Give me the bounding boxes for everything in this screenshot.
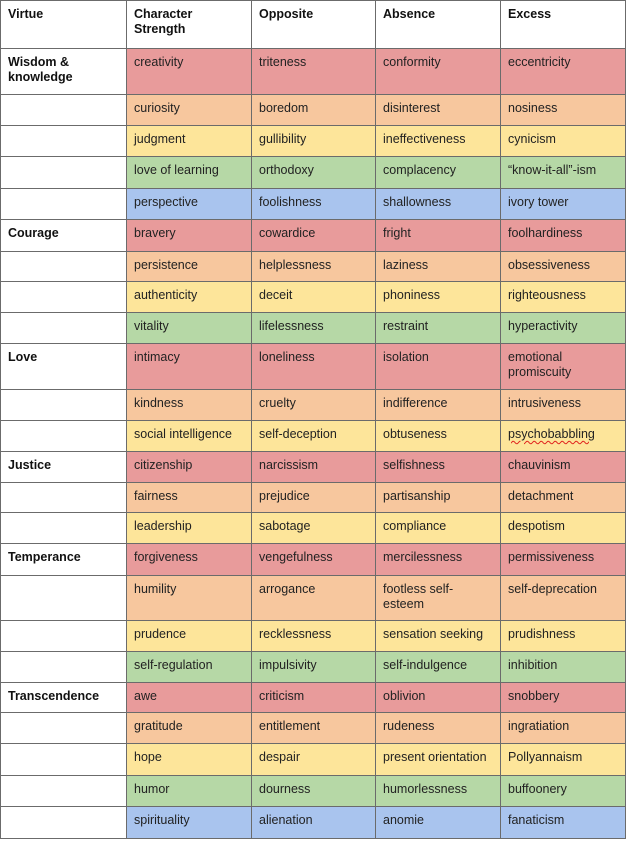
header-excess: Excess <box>501 1 626 49</box>
strength-cell <box>127 252 252 282</box>
excess-cell <box>501 513 626 544</box>
cell-text: obsessiveness <box>508 258 590 272</box>
opposite-cell <box>252 807 376 839</box>
excess-cell <box>501 483 626 513</box>
cell-text: perspective <box>134 195 198 209</box>
absence-cell <box>376 744 501 776</box>
cell-text: narcissism <box>259 458 319 472</box>
cell-text: indifference <box>383 396 448 410</box>
header-character-strength: Character Strength <box>127 1 252 49</box>
excess-cell <box>501 344 626 390</box>
table-body <box>1 49 626 839</box>
absence-cell <box>376 713 501 744</box>
strength-cell <box>127 189 252 220</box>
absence-cell <box>376 513 501 544</box>
excess-cell <box>501 95 626 126</box>
absence-cell <box>376 126 501 157</box>
table-row <box>1 282 626 313</box>
cell-text: ingratiation <box>508 719 570 733</box>
cell-text: spirituality <box>134 813 190 827</box>
cell-text: intimacy <box>134 350 180 364</box>
cell-text: psychobabbling <box>508 427 595 441</box>
cell-text: despotism <box>508 519 565 533</box>
cell-text: curiosity <box>134 101 180 115</box>
excess-cell <box>501 421 626 452</box>
excess-cell <box>501 621 626 652</box>
table-row <box>1 126 626 157</box>
cell-text: complacency <box>383 163 456 177</box>
cell-text: humor <box>134 782 170 796</box>
cell-text: selfishness <box>383 458 445 472</box>
strength-cell <box>127 513 252 544</box>
cell-text: cruelty <box>259 396 296 410</box>
cell-text: love of learning <box>134 163 219 177</box>
table-row <box>1 513 626 544</box>
virtue-cell <box>1 513 127 544</box>
cell-text: deceit <box>259 288 293 302</box>
absence-cell <box>376 220 501 252</box>
virtue-cell <box>1 776 127 807</box>
table-row <box>1 390 626 421</box>
strength-cell <box>127 744 252 776</box>
virtue-cell <box>1 713 127 744</box>
opposite-cell <box>252 282 376 313</box>
cell-text: buffoonery <box>508 782 567 796</box>
cell-text: hope <box>134 750 162 764</box>
header-absence: Absence <box>376 1 501 49</box>
absence-cell <box>376 157 501 189</box>
table-row <box>1 713 626 744</box>
opposite-cell <box>252 421 376 452</box>
absence-cell <box>376 344 501 390</box>
table-row <box>1 313 626 344</box>
virtue-cell <box>1 421 127 452</box>
cell-text: social intelligence <box>134 427 232 441</box>
cell-text: emotional promiscuity <box>508 350 572 379</box>
cell-text: detachment <box>508 489 574 503</box>
cell-text: laziness <box>383 258 429 272</box>
virtue-cell <box>1 621 127 652</box>
opposite-cell <box>252 776 376 807</box>
cell-text: disinterest <box>383 101 440 115</box>
cell-text: fanaticism <box>508 813 565 827</box>
strength-cell <box>127 683 252 713</box>
virtue-cell <box>1 452 127 483</box>
absence-cell <box>376 390 501 421</box>
absence-cell <box>376 576 501 621</box>
cell-text: entitlement <box>259 719 321 733</box>
absence-cell <box>376 621 501 652</box>
opposite-cell <box>252 189 376 220</box>
excess-cell <box>501 807 626 839</box>
cell-text: righteousness <box>508 288 586 302</box>
absence-cell <box>376 776 501 807</box>
cell-text: cynicism <box>508 132 556 146</box>
cell-text: phoniness <box>383 288 440 302</box>
opposite-cell <box>252 344 376 390</box>
cell-text: criticism <box>259 689 305 703</box>
table-row <box>1 421 626 452</box>
cell-text: impulsivity <box>259 658 317 672</box>
cell-text: self-deprecation <box>508 582 597 596</box>
cell-text: shallowness <box>383 195 452 209</box>
strength-cell <box>127 390 252 421</box>
virtue-cell <box>1 544 127 576</box>
cell-text: triteness <box>259 55 307 69</box>
cell-text: inhibition <box>508 658 558 672</box>
strength-cell <box>127 344 252 390</box>
excess-cell <box>501 157 626 189</box>
table-row <box>1 744 626 776</box>
cell-text: isolation <box>383 350 429 364</box>
cell-text: intrusiveness <box>508 396 581 410</box>
cell-text: bravery <box>134 226 176 240</box>
opposite-cell <box>252 49 376 95</box>
virtue-cell <box>1 95 127 126</box>
cell-text: Transcendence <box>8 689 100 703</box>
cell-text: footless self-esteem <box>383 582 454 611</box>
opposite-cell <box>252 390 376 421</box>
table-row <box>1 157 626 189</box>
virtue-cell <box>1 344 127 390</box>
cell-text: awe <box>134 689 157 703</box>
cell-text: prejudice <box>259 489 310 503</box>
cell-text: self-deception <box>259 427 337 441</box>
cell-text: citizenship <box>134 458 193 472</box>
strength-cell <box>127 713 252 744</box>
virtue-cell <box>1 313 127 344</box>
opposite-cell <box>252 576 376 621</box>
virtue-cell <box>1 576 127 621</box>
excess-cell <box>501 282 626 313</box>
strength-cell <box>127 621 252 652</box>
cell-text: vitality <box>134 319 169 333</box>
cell-text: prudishness <box>508 627 576 641</box>
absence-cell <box>376 483 501 513</box>
opposite-cell <box>252 513 376 544</box>
cell-text: lifelessness <box>259 319 324 333</box>
excess-cell <box>501 313 626 344</box>
opposite-cell <box>252 452 376 483</box>
strength-cell <box>127 576 252 621</box>
cell-text: obtuseness <box>383 427 447 441</box>
opposite-cell <box>252 252 376 282</box>
virtue-cell <box>1 683 127 713</box>
cell-text: self-regulation <box>134 658 213 672</box>
cell-text: prudence <box>134 627 187 641</box>
cell-text: kindness <box>134 396 184 410</box>
header-virtue: Virtue <box>1 1 127 49</box>
cell-text: authenticity <box>134 288 198 302</box>
opposite-cell <box>252 621 376 652</box>
excess-cell <box>501 776 626 807</box>
excess-cell <box>501 683 626 713</box>
strength-cell <box>127 452 252 483</box>
excess-cell <box>501 652 626 683</box>
absence-cell <box>376 807 501 839</box>
virtue-cell <box>1 282 127 313</box>
cell-text: Courage <box>8 226 59 240</box>
absence-cell <box>376 652 501 683</box>
virtue-cell <box>1 807 127 839</box>
cell-text: chauvinism <box>508 458 571 472</box>
table-row <box>1 49 626 95</box>
cell-text: mercilessness <box>383 550 463 564</box>
cell-text: partisanship <box>383 489 451 503</box>
cell-text: nosiness <box>508 101 558 115</box>
cell-text: conformity <box>383 55 441 69</box>
table-row <box>1 807 626 839</box>
absence-cell <box>376 544 501 576</box>
absence-cell <box>376 49 501 95</box>
cell-text: foolhardiness <box>508 226 583 240</box>
header-opposite: Opposite <box>252 1 376 49</box>
cell-text: foolishness <box>259 195 322 209</box>
opposite-cell <box>252 157 376 189</box>
table-row <box>1 776 626 807</box>
table-row <box>1 344 626 390</box>
virtue-cell <box>1 189 127 220</box>
opposite-cell <box>252 744 376 776</box>
absence-cell <box>376 683 501 713</box>
table-row <box>1 544 626 576</box>
cell-text: ineffectiveness <box>383 132 466 146</box>
strength-cell <box>127 126 252 157</box>
table-row <box>1 483 626 513</box>
strength-cell <box>127 807 252 839</box>
cell-text: persistence <box>134 258 198 272</box>
excess-cell <box>501 544 626 576</box>
cell-text: humorlessness <box>383 782 468 796</box>
virtue-cell <box>1 252 127 282</box>
opposite-cell <box>252 126 376 157</box>
strength-cell <box>127 544 252 576</box>
table-row <box>1 652 626 683</box>
opposite-cell <box>252 713 376 744</box>
cell-text: boredom <box>259 101 309 115</box>
opposite-cell <box>252 220 376 252</box>
cell-text: vengefulness <box>259 550 333 564</box>
excess-cell <box>501 126 626 157</box>
cell-text: forgiveness <box>134 550 198 564</box>
table-row <box>1 95 626 126</box>
cell-text: orthodoxy <box>259 163 314 177</box>
absence-cell <box>376 282 501 313</box>
cell-text: restraint <box>383 319 429 333</box>
excess-cell <box>501 252 626 282</box>
strength-cell <box>127 652 252 683</box>
table-row <box>1 252 626 282</box>
cell-text: Wisdom & knowledge <box>8 55 73 84</box>
cell-text: ivory tower <box>508 195 569 209</box>
strength-cell <box>127 95 252 126</box>
strength-cell <box>127 220 252 252</box>
table-row <box>1 452 626 483</box>
excess-cell <box>501 189 626 220</box>
cell-text: gratitude <box>134 719 183 733</box>
cell-text: present orientation <box>383 750 487 764</box>
excess-cell <box>501 576 626 621</box>
cell-text: oblivion <box>383 689 426 703</box>
absence-cell <box>376 252 501 282</box>
excess-cell <box>501 220 626 252</box>
virtue-cell <box>1 49 127 95</box>
cell-text: sensation seeking <box>383 627 484 641</box>
absence-cell <box>376 95 501 126</box>
cell-text: Justice <box>8 458 52 472</box>
cell-text: loneliness <box>259 350 315 364</box>
strength-cell <box>127 421 252 452</box>
strength-cell <box>127 49 252 95</box>
strength-cell <box>127 313 252 344</box>
table-row <box>1 621 626 652</box>
cell-text: leadership <box>134 519 192 533</box>
cell-text: permissiveness <box>508 550 595 564</box>
cell-text: alienation <box>259 813 313 827</box>
cell-text: “know-it-all”-ism <box>508 163 597 177</box>
cell-text: compliance <box>383 519 447 533</box>
virtue-cell <box>1 157 127 189</box>
absence-cell <box>376 421 501 452</box>
opposite-cell <box>252 95 376 126</box>
table-row <box>1 683 626 713</box>
absence-cell <box>376 189 501 220</box>
cell-text: self-indulgence <box>383 658 468 672</box>
excess-cell <box>501 390 626 421</box>
cell-text: fright <box>383 226 411 240</box>
cell-text: arrogance <box>259 582 316 596</box>
virtue-cell <box>1 744 127 776</box>
strength-cell <box>127 776 252 807</box>
strength-cell <box>127 483 252 513</box>
cell-text: gullibility <box>259 132 307 146</box>
opposite-cell <box>252 652 376 683</box>
opposite-cell <box>252 313 376 344</box>
cell-text: dourness <box>259 782 311 796</box>
strength-cell <box>127 282 252 313</box>
excess-cell <box>501 744 626 776</box>
virtue-cell <box>1 220 127 252</box>
cell-text: fairness <box>134 489 178 503</box>
cell-text: sabotage <box>259 519 311 533</box>
excess-cell <box>501 452 626 483</box>
virtue-cell <box>1 390 127 421</box>
table-row <box>1 189 626 220</box>
table-row <box>1 220 626 252</box>
virtue-cell <box>1 126 127 157</box>
cell-text: Temperance <box>8 550 81 564</box>
cell-text: cowardice <box>259 226 316 240</box>
absence-cell <box>376 452 501 483</box>
cell-text: humility <box>134 582 177 596</box>
virtue-cell <box>1 483 127 513</box>
cell-text: despair <box>259 750 300 764</box>
cell-text: helplessness <box>259 258 332 272</box>
absence-cell <box>376 313 501 344</box>
cell-text: judgment <box>134 132 186 146</box>
cell-text: Pollyannaism <box>508 750 583 764</box>
header-row <box>1 1 626 49</box>
excess-cell <box>501 713 626 744</box>
cell-text: snobbery <box>508 689 560 703</box>
table-row <box>1 576 626 621</box>
cell-text: anomie <box>383 813 424 827</box>
opposite-cell <box>252 483 376 513</box>
virtue-cell <box>1 652 127 683</box>
cell-text: creativity <box>134 55 184 69</box>
opposite-cell <box>252 544 376 576</box>
cell-text: eccentricity <box>508 55 571 69</box>
cell-text: Love <box>8 350 38 364</box>
cell-text: recklessness <box>259 627 332 641</box>
excess-cell <box>501 49 626 95</box>
cell-text: hyperactivity <box>508 319 578 333</box>
cell-text: rudeness <box>383 719 435 733</box>
strength-cell <box>127 157 252 189</box>
opposite-cell <box>252 683 376 713</box>
